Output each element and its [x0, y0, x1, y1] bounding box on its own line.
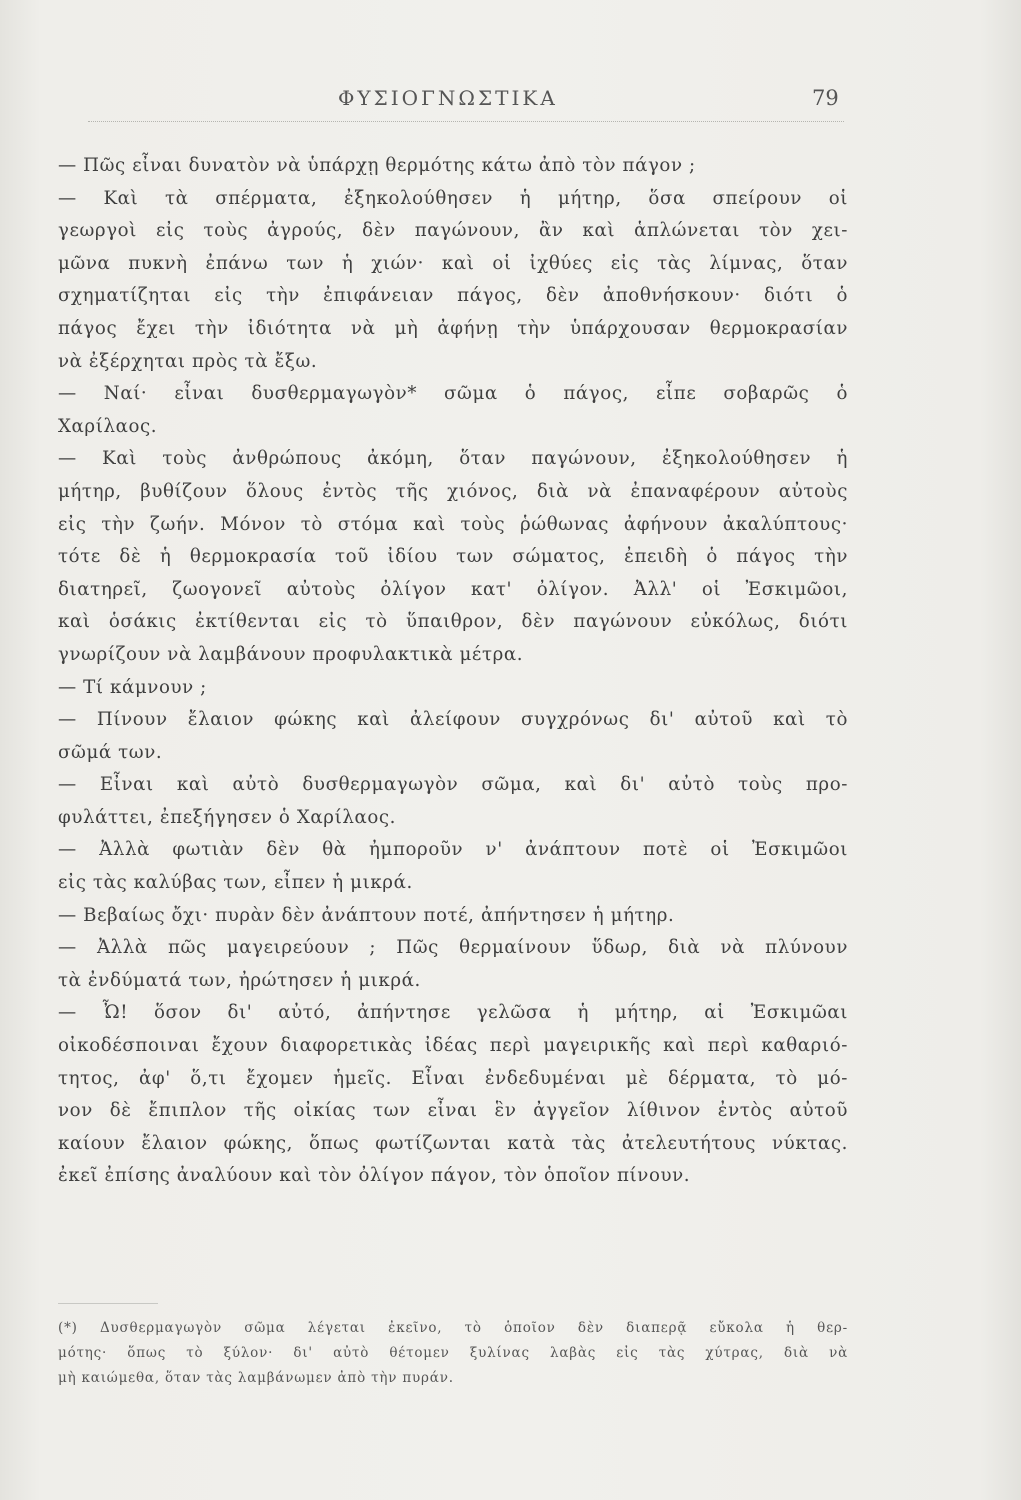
body-line: διατηρεῖ, ζωογονεῖ αὐτοὺς ὀλίγον κατ' ὀλίγον. Ἀλλ' οἱ Ἐσκιμῶοι,	[58, 578, 848, 600]
footnote-line: μότης· ὅπως τὸ ξύλον· δι' αὐτὸ θέτομεν ξυλίνας λαβὰς εἰς τὰς χύτρας, διὰ νὰ	[58, 1345, 848, 1361]
body-line: — Ὦ! ὅσον δι' αὐτό, ἀπήντησε γελῶσα ἡ μήτηρ, αἱ Ἐσκιμῶαι	[58, 1002, 848, 1024]
page-number: 79	[812, 86, 839, 110]
body-line: — Πίνουν ἔλαιον φώκης καὶ ἀλείφουν συγχρόνως δι' αὐτοῦ καὶ τὸ	[58, 709, 848, 731]
body-line: — Καὶ τοὺς ἀνθρώπους ἀκόμη, ὅταν παγώνουν, ἐξηκολούθησεν ἡ	[58, 448, 848, 470]
body-line: εἰς τὴν ζωήν. Μόνον τὸ στόμα καὶ τοὺς ῥώθωνας ἀφήνουν ἀκαλύπτους·	[58, 513, 848, 535]
body-text	[58, 150, 848, 1193]
footnote-line: μὴ καιώμεθα, ὅταν τὰς λαμβάνωμεν ἀπὸ τὴν πυράν.	[58, 1370, 454, 1386]
body-line: — Ναί· εἶναι δυσθερμαγωγὸν* σῶμα ὁ πάγος, εἶπε σοβαρῶς ὁ	[58, 383, 848, 405]
body-line: φυλάττει, ἐπεξήγησεν ὁ Χαρίλαος.	[58, 806, 397, 828]
footnote-rule	[58, 1303, 158, 1305]
body-line: — Βεβαίως ὄχι· πυρὰν δὲν ἀνάπτουν ποτέ, ἀπήντησεν ἡ μήτηρ.	[58, 904, 675, 926]
body-line: καίουν ἔλαιον φώκης, ὅπως φωτίζωνται κατὰ τὰς ἀτελευτήτους νύκτας.	[58, 1132, 848, 1154]
body-line: γεωργοὶ εἰς τοὺς ἀγρούς, δὲν παγώνουν, ἂν καὶ ἁπλώνεται τὸν χει-	[58, 220, 848, 242]
body-line: — Πῶς εἶναι δυνατὸν νὰ ὑπάρχῃ θερμότης κάτω ἀπὸ τὸν πάγον ;	[58, 155, 696, 176]
running-header	[0, 86, 1021, 116]
body-line: — Ἀλλὰ πῶς μαγειρεύουν ; Πῶς θερμαίνουν ὕδωρ, διὰ νὰ πλύνουν	[58, 937, 848, 959]
body-line: τητος, ἀφ' ὅ,τι ἔχομεν ἡμεῖς. Εἶναι ἐνδεδυμέναι μὲ δέρματα, τὸ μό-	[58, 1067, 848, 1089]
running-title: ΦΥΣΙΟΓΝΩΣΤΙΚΑ	[338, 86, 558, 110]
body-line: οἰκοδέσποιναι ἔχουν διαφορετικὰς ἰδέας περὶ μαγειρικῆς καὶ περὶ καθαριό-	[58, 1035, 848, 1057]
body-line: — Εἶναι καὶ αὐτὸ δυσθερμαγωγὸν σῶμα, καὶ δι' αὐτὸ τοὺς προ-	[58, 774, 848, 796]
body-line: τότε δὲ ἡ θερμοκρασία τοῦ ἰδίου των σώματος, ἐπειδὴ ὁ πάγος τὴν	[58, 546, 848, 568]
body-line: — Καὶ τὰ σπέρματα, ἐξηκολούθησεν ἡ μήτηρ, ὅσα σπείρουν οἱ	[58, 187, 848, 209]
body-line: — Ἀλλὰ φωτιὰν δὲν θὰ ἠμποροῦν ν' ἀνάπτουν ποτὲ οἱ Ἐσκιμῶοι	[58, 839, 848, 861]
footnote	[58, 1316, 848, 1391]
body-line: σῶμά των.	[58, 741, 163, 763]
body-line: εἰς τὰς καλύβας των, εἶπεν ἡ μικρά.	[58, 872, 413, 894]
body-line: — Τί κάμνουν ;	[58, 676, 207, 698]
body-line: πάγος ἔχει τὴν ἰδιότητα νὰ μὴ ἀφήνῃ τὴν ὑπάρχουσαν θερμοκρασίαν	[58, 317, 848, 339]
body-line: νὰ ἐξέρχηται πρὸς τὰ ἔξω.	[58, 350, 318, 372]
footnote-line: (*) Δυσθερμαγωγὸν σῶμα λέγεται ἐκεῖνο, τὸ ὁποῖον δὲν διαπερᾷ εὔκολα ἡ θερ-	[58, 1320, 848, 1336]
body-line: γνωρίζουν νὰ λαμβάνουν προφυλακτικὰ μέτρα.	[58, 643, 524, 665]
body-line: μήτηρ, βυθίζουν ὅλους ἐντὸς τῆς χιόνος, διὰ νὰ ἐπαναφέρουν αὐτοὺς	[58, 480, 848, 502]
body-line: σχηματίζηται εἰς τὴν ἐπιφάνειαν πάγος, δὲν ἀποθνήσκουν· διότι ὁ	[58, 285, 848, 307]
body-line: τὰ ἐνδύματά των, ἠρώτησεν ἡ μικρά.	[58, 969, 421, 991]
body-line: καὶ ὁσάκις ἐκτίθενται εἰς τὸ ὕπαιθρον, δὲν παγώνουν εὐκόλως, διότι	[58, 611, 848, 633]
header-rule	[88, 121, 844, 123]
body-line: ἐκεῖ ἐπίσης ἀναλύουν καὶ τὸν ὀλίγον πάγον, τὸν ὁποῖον πίνουν.	[58, 1165, 691, 1187]
body-line: Χαρίλαος.	[58, 415, 158, 437]
body-line: μῶνα πυκνὴ ἐπάνω των ἡ χιών· καὶ οἱ ἰχθύες εἰς τὰς λίμνας, ὅταν	[58, 252, 848, 274]
body-line: νον δὲ ἔπιπλον τῆς οἰκίας των εἶναι ἓν ἀγγεῖον λίθινον ἐντὸς αὐτοῦ	[58, 1100, 848, 1122]
